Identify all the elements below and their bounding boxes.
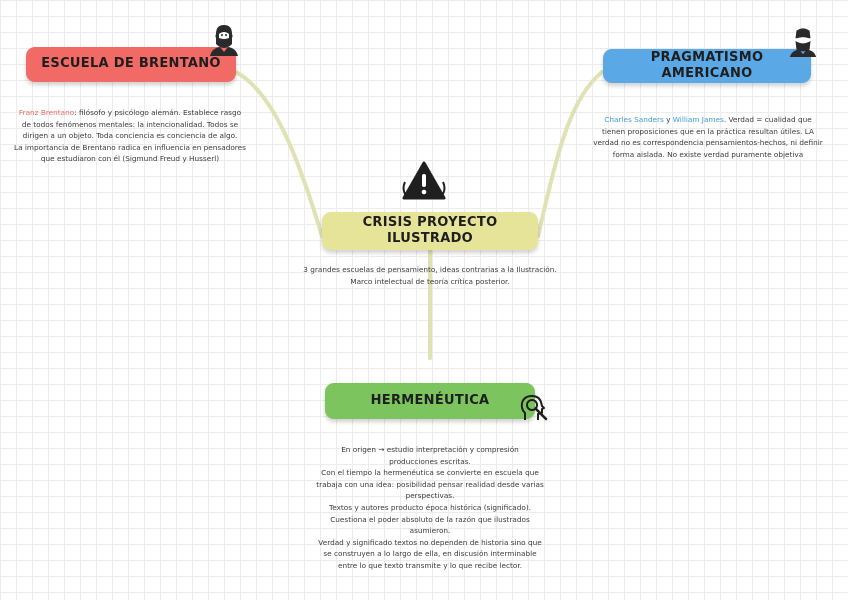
bearded-man-portrait-icon [788, 25, 818, 57]
pragmatismo-desc-line: verdad no es correspondencia pensamientos-hechos, ni definir [593, 138, 823, 148]
hermeneutica-desc-line: Verdad y significado textos no dependen de historia sino que [318, 537, 542, 547]
pragmatismo-desc-line: tienen proposiciones que en la práctica resultan útiles. LA [602, 126, 814, 136]
hermeneutica-desc-line: Cuestiona el poder absoluto de la razón que ilustrados [330, 514, 530, 524]
central-description [268, 264, 592, 287]
bearded-man-portrait-icon [208, 22, 240, 56]
central-desc-line: Marco intelectual de teoría crítica posterior. [350, 276, 510, 286]
hermeneutica-desc-line: Con el tiempo la hermenéutica se convierte en escuela que [321, 468, 539, 478]
brentano-desc-line: de todos fenómenos mentales: la intencionalidad. Todos se [21, 119, 239, 129]
node-escuela-brentano[interactable] [26, 47, 236, 82]
brentano-desc-line: que estudiaron con él (Sigmund Freud y Husserl) [40, 154, 220, 164]
node-crisis-proyecto-ilustrado[interactable] [322, 212, 538, 250]
node-pragmatismo-title: PRAGMATISMO AMERICANO [650, 49, 764, 81]
central-title-line1: CRISIS PROYECTO [362, 214, 498, 230]
hermeneutica-desc-line: trabaja con una idea: posibilidad pensar realidad desde varias [316, 479, 544, 489]
hermeneutica-desc-line: producciones escritas. [389, 456, 471, 466]
hermeneutica-desc-line: Textos y autores producto época histórica (significado). [329, 502, 531, 512]
node-hermeneutica-title: HERMENÉUTICA [370, 392, 490, 408]
hermeneutica-desc-line: entre lo que texto transmite y lo que recibe lector. [337, 560, 523, 570]
hermeneutica-desc-line: asumieron. [409, 526, 451, 536]
hermeneutica-desc-line: perspectivas. [405, 491, 455, 501]
central-desc-line: 3 grandes escuelas de pensamiento, ideas contrarias a la Ilustración. [303, 265, 557, 274]
pragmatismo-desc-line: forma aislada. No existe verdad puramente objetiva [612, 149, 804, 159]
brentano-desc-line: dirigen a un objeto. Toda conciencia es conciencia de algo. [22, 131, 238, 141]
hermeneutica-desc-line: En origen → estudio interpretación y compresión [341, 445, 519, 454]
hermeneutica-desc-line: se construyen a lo largo de ella, en discusión interminable [323, 549, 537, 559]
head-magnifier-icon [519, 393, 549, 423]
pragmatismo-name-2: William James [672, 115, 724, 124]
node-hermeneutica[interactable] [325, 383, 535, 419]
brentano-name: Franz Brentano [18, 108, 75, 117]
warning-icon [401, 160, 447, 202]
node-brentano-title: ESCUELA DE BRENTANO [41, 56, 221, 72]
hermeneutica-description [306, 444, 554, 572]
pragmatismo-description: Charles Sanders y William James. Verdad = cualidad que tienen proposiciones que en la práctica resultan útiles. LA verdad no es correspondencia pensamientos-hechos, ni definir forma aislada. No existe verdad puramente objetiva [590, 114, 826, 160]
brentano-desc-line: La importancia de Brentano radica en influencia en pensadores [14, 142, 246, 152]
node-pragmatismo-americano[interactable] [603, 49, 811, 83]
central-title-line2: ILUSTRADO [386, 231, 474, 246]
brentano-description: Franz Brentano: filósofo y psicólogo alemán. Establece rasgo de todos fenómenos mentales: la intencionalidad. Todos se dirigen a un objeto. Toda conciencia es conciencia de algo. La importancia de Brentano radica en influencia en pensadores que estudiaron con él (Sigmund Freud y Husserl) [12, 107, 248, 165]
pragmatismo-name-1: Charles Sanders [604, 115, 664, 124]
connector-brentano [236, 72, 322, 236]
